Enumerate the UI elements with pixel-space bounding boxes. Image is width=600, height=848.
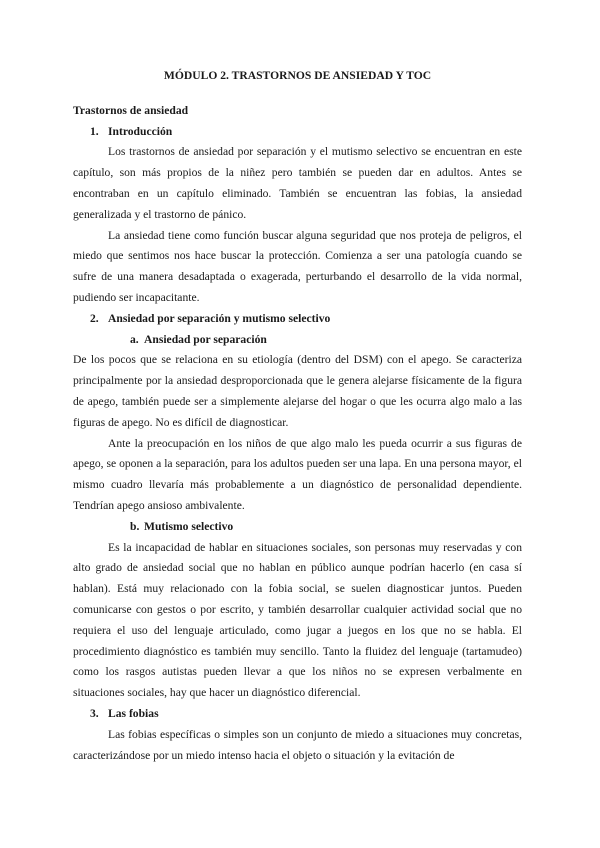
subheading-text: Ansiedad por separación [144,332,267,346]
heading-ansiedad-mutismo [73,309,522,330]
subheading-mutismo-selectivo [73,517,522,538]
heading-text: Las fobias [108,706,159,720]
subheading-ansiedad-separacion [73,330,522,351]
paragraph: La ansiedad tiene como función buscar alguna seguridad que nos proteja de peligros, el miedo que sentimos nos hace buscar la protección. Comienza a ser una patología cuando se sufre de una manera desadaptada o exagerada, perturbando el desarrollo de la vida normal, pudiendo ser incapacitante. [73,228,522,304]
heading-text: Introducción [108,124,173,138]
heading-number: 3. [90,706,99,720]
subheading-text: Mutismo selectivo [144,519,234,533]
section-heading: Trastornos de ansiedad [73,103,189,117]
subheading-letter: a. [130,332,139,346]
paragraph: Las fobias específicas o simples son un conjunto de miedo a situaciones muy concretas, caracterizándose por un miedo intenso hacia el objeto o situación y la evitación de [73,727,522,762]
heading-number: 2. [90,311,99,325]
paragraph: Los trastornos de ansiedad por separación y el mutismo selectivo se encuentran en este capítulo, son más propios de la niñez pero también se pueden dar en adultos. Antes se encontraban en un capítulo eliminado. También se encuentran las fobias, la ansiedad generalizada y el trastorno de pánico. [73,145,522,221]
page-title: MÓDULO 2. TRASTORNOS DE ANSIEDAD Y TOC [163,69,432,82]
paragraph: Ante la preocupación en los niños de que algo malo les pueda ocurrir a sus figuras de apego, se oponen a la separación, para los adultos pueden ser una lapa. En una persona mayor, el mismo cuadro llevaría más probablemente a un diagnóstico de personalidad dependiente. Tendrían apego ansioso ambivalente. [73,436,522,512]
heading-las-fobias [73,704,522,725]
heading-text: Ansiedad por separación y mutismo selectivo [108,311,331,325]
heading-introduccion [73,122,522,143]
subheading-letter: b. [130,519,140,533]
heading-number: 1. [90,124,99,138]
paragraph: De los pocos que se relaciona en su etiología (dentro del DSM) con el apego. Se caracteriza principalmente por la ansiedad desproporcionada que le genera alejarse físicamente de la figura de apego, también puede ser a simplemente alejarse del hogar o que les ocurra algo malo a las figuras de apego. No es difícil de diagnosticar. [73,353,522,429]
paragraph: Es la incapacidad de hablar en situaciones sociales, son personas muy reservadas y con alto grado de ansiedad social que no hablan en público aunque podrían hacerlo (en casa sí hablan). Está muy relacionado con la fobia social, se suelen diagnosticar juntos. Pueden comunicarse con gestos o por escrito, y también desarrollar cualquier actividad social que no requiera el uso del lenguaje articulado, como jugar a juegos en los que no se habla. El procedimiento diagnóstico es también muy sencillo. Tanto la fluidez del lenguaje (tartamudeo) como los rasgos autistas pueden llevar a que los niños no se expresen verbalmente en situaciones sociales, hay que hacer un diagnóstico diferencial. [73,540,522,700]
